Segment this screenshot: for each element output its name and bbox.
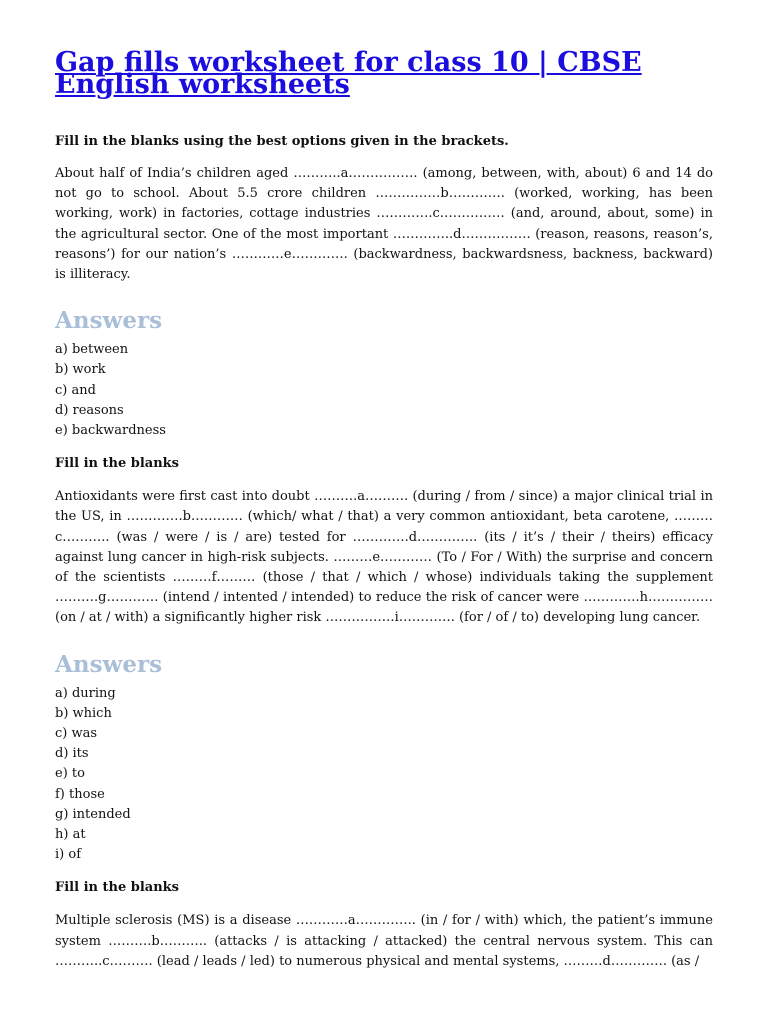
section-2-passage: Antioxidants were first cast into doubt ……….a………. (during / from / since) a major clinical trial in the US, in ………….b………… (which/ what / that) a very common antioxidant, beta carotene, ………c……….. (was / were / is / are) tested for ………….d………….. (its / it’s / their / theirs) efficacy against lung cancer in high-risk subjects. ………e………… (To / For / With) the surprise and concern of the scientists ………f……… (those / that / which / whose) individuals taking the supplement ……….g………… (intend / intented / intended) to reduce the risk of cancer were ………….h…………… (on / at / with) a significantly higher risk …………….i…………. (for / of / to) developing lung cancer. — [55, 489, 713, 626]
section-2-answers-heading: Answers — [55, 650, 163, 678]
answer-item: f) those — [55, 786, 105, 802]
section-2-answer-list — [55, 684, 713, 866]
answer-item: d) its — [55, 746, 89, 762]
answer-item: g) intended — [55, 806, 131, 822]
page-title-link[interactable] — [55, 47, 713, 100]
answer-item: b) which — [55, 705, 112, 721]
title-block — [55, 47, 713, 102]
page-title-line-2[interactable]: English worksheets — [55, 69, 350, 100]
worksheet-page — [55, 48, 713, 972]
answer-item: a) during — [55, 685, 116, 701]
answer-item: i) of — [55, 847, 81, 863]
section-2-heading: Fill in the blanks — [55, 456, 179, 472]
section-1-answer-list — [55, 340, 713, 441]
answer-item: a) between — [55, 342, 129, 358]
answer-item: d) reasons — [55, 402, 124, 418]
answer-item: c) and — [55, 382, 96, 398]
section-1-heading: Fill in the blanks using the best options given in the brackets. — [55, 134, 509, 149]
section-1-passage: About half of India’s children aged ………..a……………. (among, between, with, about) 6 and 14 do not go to school. About 5.5 crore children ……………b…………. (worked, working, has been working, work) in factories, cottage industries ………….c…………… (and, around, about, some) in the agricultural sector. One of the most important …………..d……………. (reason, reasons, reason’s, reasons’) for our nation’s …………e…………. (backwardness, backwardsness, backness, backward) is illiteracy. — [55, 166, 713, 283]
section-3-heading: Fill in the blanks — [55, 880, 179, 896]
page-title-line-1[interactable]: Gap fills worksheet for class 10 | CBSE — [55, 47, 642, 78]
section-1-answers-heading: Answers — [55, 307, 163, 335]
answer-item: h) at — [55, 827, 86, 843]
section-3-passage: Multiple sclerosis (MS) is a disease …………a………….. (in / for / with) which, the patient’s immune system ……….b……….. (attacks / is attacking / attacked) the central nervous system. This can ………..c………. (lead / leads / led) to numerous physical and mental systems, ………d…………. (as / — [55, 913, 713, 969]
answer-item: e) to — [55, 766, 85, 782]
answer-item: c) was — [55, 726, 98, 742]
answer-item: b) work — [55, 362, 106, 378]
answer-item: e) backwardness — [55, 423, 166, 439]
